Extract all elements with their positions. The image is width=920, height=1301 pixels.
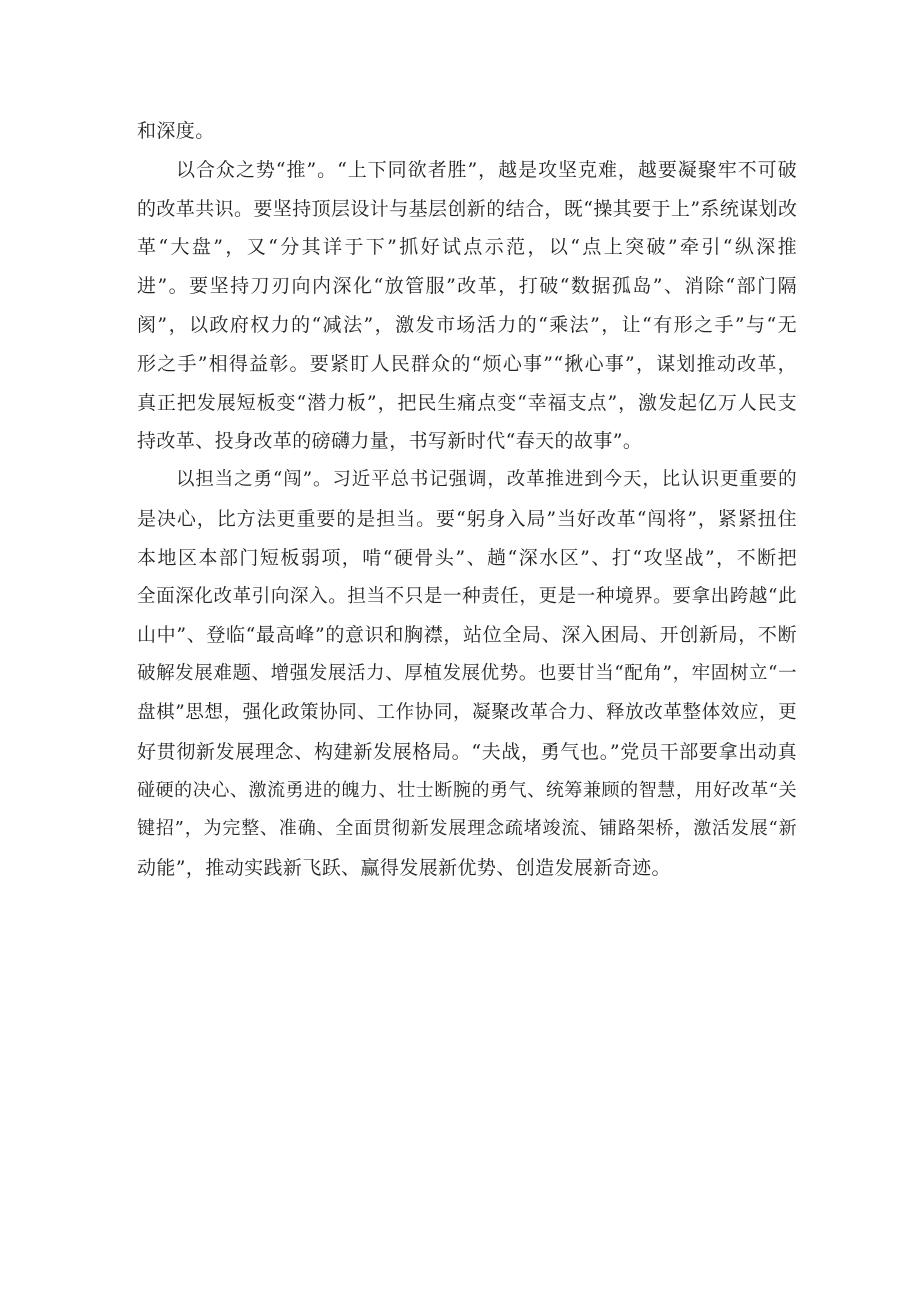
text-line: 革“大盘”，又“分其详于下”抓好试点示范，以“点上突破”牵引“纵深推 — [137, 236, 797, 259]
text-line: 真正把发展短板变“潜力板”，把民生痛点变“幸福支点”，激发起亿万人民支 — [137, 391, 797, 414]
text-line: 是决心，比方法更重要的是担当。要“躬身入局”当好改革“闯将”，紧紧扭住 — [137, 507, 797, 530]
text-line: 的改革共识。要坚持顶层设计与基层创新的结合，既“操其要于上”系统谋划改 — [137, 197, 798, 220]
text-line: 和深度。 — [137, 120, 215, 142]
text-line: 阂”，以政府权力的“减法”，激发市场活力的“乘法”，让“有形之手”与“无 — [137, 313, 797, 336]
text-line: 山中”、登临“最高峰”的意识和胸襟，站位全局、深入困局、开创新局，不断 — [137, 624, 797, 647]
text-line: 形之手”相得益彰。要紧盯人民群众的“烦心事”“揪心事”，谋划推动改革， — [137, 352, 797, 375]
paragraph-start-line: 以合众之势“推”。“上下同欲者胜”，越是攻坚克难，越要凝聚牢不可破 — [176, 158, 797, 181]
text-line: 键招”，为完整、准确、全面贯彻新发展理念疏堵竣流、铺路架桥，激活发展“新 — [137, 818, 797, 840]
text-line: 本地区本部门短板弱项，啃“硬骨头”、趟“深水区”、打“攻坚战”，不断把 — [137, 546, 797, 569]
text-line: 持改革、投身改革的磅礴力量，书写新时代“春天的故事”。 — [137, 430, 643, 453]
text-line: 盘棋”思想，强化政策协同、工作协同，凝聚改革合力、释放改革整体效应，更 — [137, 701, 797, 723]
text-line: 好贯彻新发展理念、构建新发展格局。“夫战，勇气也。”党员干部要拿出动真 — [137, 740, 797, 763]
body-text — [137, 112, 797, 888]
text-line: 进”。要坚持刀刃向内深化“放管服”改革，打破“数据孤岛”、消除“部门隔 — [137, 275, 797, 298]
text-line: 全面深化改革引向深入。担当不只是一种责任，更是一种境界。要拿出跨越“此 — [137, 585, 797, 607]
paragraph-start-line: 以担当之勇“闯”。习近平总书记强调，改革推进到今天，比认识更重要的 — [176, 469, 797, 491]
text-line: 动能”，推动实践新飞跃、赢得发展新优势、创造发展新奇迹。 — [137, 857, 671, 880]
text-line: 碰硬的决心、激流勇进的魄力、壮士断腕的勇气、统筹兼顾的智慧，用好改革“关 — [137, 779, 797, 801]
text-line: 破解发展难题、增强发展活力、厚植发展优势。也要甘当“配角”，牢固树立“一 — [137, 663, 797, 685]
